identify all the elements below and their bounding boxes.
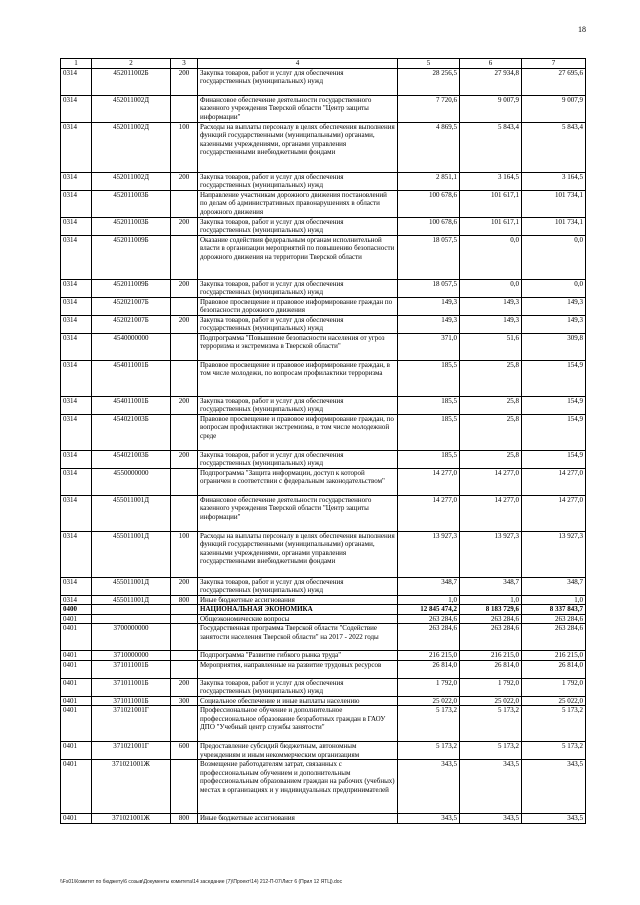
target-article-cell: 371011001Б [92, 660, 171, 678]
expense-type-cell [171, 651, 198, 661]
expense-type-cell: 300 [171, 696, 198, 706]
description-cell: Финансовое обеспечение деятельности государственного казенного учреждения Тверской области "Центр защиты информации" [198, 95, 398, 122]
amount-cell: 263 284,6 [398, 624, 460, 651]
target-article-cell: 4550000000 [92, 468, 171, 495]
amount-cell: 8 337 843,7 [522, 605, 586, 615]
target-article-cell: 371021001Ж [92, 814, 171, 824]
expense-type-cell: 800 [171, 595, 198, 605]
description-cell: Закупка товаров, работ и услуг для обеспечения государственных (муниципальных) нужд [198, 678, 398, 696]
header-cell: 6 [460, 59, 522, 69]
table-row [61, 495, 586, 531]
amount-cell: 25,8 [460, 360, 522, 396]
description-cell: Подпрограмма "Защита информации, доступ к которой ограничен в соответствии с федеральным законодательством" [198, 468, 398, 495]
description-cell: Закупка товаров, работ и услуг для обеспечения государственных (муниципальных) нужд [198, 315, 398, 333]
amount-cell: 5 173,2 [460, 742, 522, 760]
amount-cell: 348,7 [460, 577, 522, 595]
amount-cell: 149,3 [460, 297, 522, 315]
expense-type-cell [171, 614, 198, 624]
description-cell: Правовое просвещение и правовое информирование граждан, в том числе молодежи, по вопросам профилактики терроризма [198, 360, 398, 396]
expense-type-cell: 200 [171, 279, 198, 297]
amount-cell: 26 814,0 [398, 660, 460, 678]
description-cell: Правовое просвещение и правовое информирование граждан, по вопросам профилактики экстремизма, в том числе молодежной среде [198, 414, 398, 450]
description-cell: Подпрограмма "Развитие гибкого рынка труда" [198, 651, 398, 661]
description-cell: Закупка товаров, работ и услуг для обеспечения государственных (муниципальных) нужд [198, 396, 398, 414]
target-article-cell: 371011001Б [92, 696, 171, 706]
section-code-cell: 0401 [61, 742, 92, 760]
amount-cell: 101 734,1 [522, 190, 586, 217]
expense-type-cell: 200 [171, 577, 198, 595]
description-cell: Финансовое обеспечение деятельности государственного казенного учреждения Тверской области "Центр защиты информации" [198, 495, 398, 531]
table-row [61, 605, 586, 615]
amount-cell: 263 284,6 [522, 614, 586, 624]
expense-type-cell: 800 [171, 814, 198, 824]
expense-type-cell [171, 235, 198, 279]
amount-cell: 263 284,6 [460, 624, 522, 651]
target-article-cell: 455011001Д [92, 595, 171, 605]
description-cell: Закупка товаров, работ и услуг для обеспечения государственных (муниципальных) нужд [198, 279, 398, 297]
table-row [61, 760, 586, 814]
expense-type-cell [171, 95, 198, 122]
table-row [61, 414, 586, 450]
target-article-cell: 454021003Б [92, 414, 171, 450]
amount-cell: 0,0 [522, 235, 586, 279]
description-cell: Закупка товаров, работ и услуг для обеспечения государственных (муниципальных) нужд [198, 217, 398, 235]
expense-type-cell [171, 414, 198, 450]
amount-cell: 5 843,4 [522, 122, 586, 172]
section-code-cell: 0314 [61, 172, 92, 190]
amount-cell: 1 792,0 [460, 678, 522, 696]
amount-cell: 149,3 [522, 297, 586, 315]
section-code-cell: 0314 [61, 315, 92, 333]
section-code-cell: 0314 [61, 360, 92, 396]
table-row [61, 595, 586, 605]
table-row [61, 122, 586, 172]
section-code-cell: 0314 [61, 468, 92, 495]
description-cell: Расходы на выплаты персоналу в целях обеспечения выполнения функций государственными (муниципальными) органами, казенными учреждениями, органами управления государственными внебюджетными фондами [198, 531, 398, 577]
amount-cell: 154,9 [522, 450, 586, 468]
expense-type-cell [171, 660, 198, 678]
target-article-cell: 4540000000 [92, 333, 171, 360]
amount-cell: 14 277,0 [398, 468, 460, 495]
amount-cell: 5 173,2 [522, 742, 586, 760]
description-cell: Предоставление субсидий бюджетным, автономным учреждениям и иным некоммерческим организациям [198, 742, 398, 760]
section-code-cell: 0314 [61, 333, 92, 360]
target-article-cell: 3710000000 [92, 651, 171, 661]
amount-cell: 27 934,8 [460, 68, 522, 95]
amount-cell: 5 173,2 [398, 706, 460, 742]
header-cell: 2 [92, 59, 171, 69]
table-row [61, 172, 586, 190]
amount-cell: 5 173,2 [398, 742, 460, 760]
expense-type-cell [171, 333, 198, 360]
budget-table [60, 58, 586, 824]
header-cell: 7 [522, 59, 586, 69]
table-row [61, 333, 586, 360]
amount-cell: 101 617,1 [460, 190, 522, 217]
amount-cell: 13 927,3 [460, 531, 522, 577]
amount-cell: 216 215,0 [460, 651, 522, 661]
description-cell: Государственная программа Тверской области "Содействие занятости населения Тверской области" на 2017 - 2022 годы [198, 624, 398, 651]
table-row [61, 531, 586, 577]
target-article-cell: 452021007Б [92, 315, 171, 333]
section-code-cell: 0314 [61, 95, 92, 122]
section-code-cell: 0401 [61, 651, 92, 661]
expense-type-cell: 200 [171, 315, 198, 333]
table-row [61, 624, 586, 651]
amount-cell: 149,3 [398, 315, 460, 333]
amount-cell: 263 284,6 [398, 614, 460, 624]
amount-cell: 5 843,4 [460, 122, 522, 172]
table-row [61, 297, 586, 315]
section-code-cell: 0314 [61, 450, 92, 468]
expense-type-cell: 600 [171, 742, 198, 760]
expense-type-cell: 100 [171, 531, 198, 577]
table-row [61, 814, 586, 824]
section-code-cell: 0401 [61, 706, 92, 742]
table-header-row [61, 59, 586, 69]
table-row [61, 577, 586, 595]
target-article-cell: 371021001Г [92, 742, 171, 760]
amount-cell: 25 022,0 [398, 696, 460, 706]
target-article-cell: 455011001Д [92, 495, 171, 531]
table-row [61, 696, 586, 706]
table-row [61, 396, 586, 414]
target-article-cell: 452021007Б [92, 297, 171, 315]
description-cell: Закупка товаров, работ и услуг для обеспечения государственных (муниципальных) нужд [198, 577, 398, 595]
section-code-cell: 0314 [61, 595, 92, 605]
amount-cell: 25,8 [460, 414, 522, 450]
section-code-cell: 0401 [61, 660, 92, 678]
amount-cell: 1,0 [398, 595, 460, 605]
file-path-footer: \\Fs01\Комитет по бюджету\6 созыв\Документы комитета\14 заседание (7)\Проект\14) 212-П-07\Лист 6 (Прил 12 ЯТЦ).doc [60, 879, 343, 885]
target-article-cell: 455011001Д [92, 577, 171, 595]
amount-cell: 263 284,6 [460, 614, 522, 624]
description-cell: Социальное обеспечение и иные выплаты населению [198, 696, 398, 706]
expense-type-cell [171, 624, 198, 651]
amount-cell: 14 277,0 [460, 468, 522, 495]
target-article-cell: 3700000000 [92, 624, 171, 651]
page-number: 18 [578, 25, 586, 34]
amount-cell: 185,5 [398, 414, 460, 450]
description-cell: Расходы на выплаты персоналу в целях обеспечения выполнения функций государственными (муниципальными) органами, казенными учреждениями, органами управления государственными внебюджетными фондами [198, 122, 398, 172]
description-cell: Иные бюджетные ассигнования [198, 814, 398, 824]
section-code-cell: 0401 [61, 614, 92, 624]
amount-cell: 26 814,0 [522, 660, 586, 678]
amount-cell: 348,7 [522, 577, 586, 595]
amount-cell: 13 927,3 [398, 531, 460, 577]
amount-cell: 216 215,0 [522, 651, 586, 661]
description-cell: Мероприятия, направленные на развитие трудовых ресурсов [198, 660, 398, 678]
section-code-cell: 0314 [61, 122, 92, 172]
table-row [61, 68, 586, 95]
expense-type-cell [171, 468, 198, 495]
table-row [61, 279, 586, 297]
amount-cell: 348,7 [398, 577, 460, 595]
section-code-cell: 0314 [61, 279, 92, 297]
section-code-cell: 0400 [61, 605, 92, 615]
amount-cell: 8 183 729,6 [460, 605, 522, 615]
amount-cell: 0,0 [460, 235, 522, 279]
amount-cell: 2 851,1 [398, 172, 460, 190]
description-cell: Закупка товаров, работ и услуг для обеспечения государственных (муниципальных) нужд [198, 172, 398, 190]
description-cell: Профессиональное обучение и дополнительное профессиональное образование безработных граждан в ГАОУ ДПО "Учебный центр службы занятости" [198, 706, 398, 742]
amount-cell: 101 734,1 [522, 217, 586, 235]
expense-type-cell: 200 [171, 172, 198, 190]
section-code-cell: 0401 [61, 760, 92, 814]
amount-cell: 14 277,0 [398, 495, 460, 531]
amount-cell: 14 277,0 [460, 495, 522, 531]
amount-cell: 1,0 [522, 595, 586, 605]
target-article-cell [92, 614, 171, 624]
table-row [61, 468, 586, 495]
section-code-cell: 0314 [61, 235, 92, 279]
section-code-cell: 0314 [61, 577, 92, 595]
section-code-cell: 0401 [61, 814, 92, 824]
section-code-cell: 0314 [61, 531, 92, 577]
amount-cell: 3 164,5 [460, 172, 522, 190]
amount-cell: 309,8 [522, 333, 586, 360]
amount-cell: 343,5 [522, 760, 586, 814]
amount-cell: 185,5 [398, 396, 460, 414]
target-article-cell: 454021003Б [92, 450, 171, 468]
amount-cell: 343,5 [398, 760, 460, 814]
description-cell: Закупка товаров, работ и услуг для обеспечения государственных (муниципальных) нужд [198, 68, 398, 95]
target-article-cell: 454011001Б [92, 396, 171, 414]
amount-cell: 149,3 [460, 315, 522, 333]
expense-type-cell [171, 760, 198, 814]
amount-cell: 216 215,0 [398, 651, 460, 661]
amount-cell: 25,8 [460, 450, 522, 468]
expense-type-cell [171, 360, 198, 396]
amount-cell: 0,0 [522, 279, 586, 297]
amount-cell: 154,9 [522, 360, 586, 396]
target-article-cell [92, 605, 171, 615]
section-code-cell: 0314 [61, 495, 92, 531]
amount-cell: 343,5 [522, 814, 586, 824]
target-article-cell: 452011003Б [92, 217, 171, 235]
table-row [61, 678, 586, 696]
amount-cell: 27 695,6 [522, 68, 586, 95]
description-cell: Иные бюджетные ассигнования [198, 595, 398, 605]
section-code-cell: 0314 [61, 414, 92, 450]
amount-cell: 0,0 [460, 279, 522, 297]
amount-cell: 1,0 [460, 595, 522, 605]
description-cell: НАЦИОНАЛЬНАЯ ЭКОНОМИКА [198, 605, 398, 615]
amount-cell: 18 057,5 [398, 235, 460, 279]
expense-type-cell: 200 [171, 217, 198, 235]
section-code-cell: 0314 [61, 396, 92, 414]
amount-cell: 185,5 [398, 360, 460, 396]
header-cell: 5 [398, 59, 460, 69]
description-cell: Возмещение работодателям затрат, связанных с профессиональным обучением и дополнительным профессиональным образованием граждан на рабочих (учебных) местах в организациях и у индивидуальных предпринимателей [198, 760, 398, 814]
amount-cell: 343,5 [460, 814, 522, 824]
table-row [61, 95, 586, 122]
amount-cell: 25,8 [460, 396, 522, 414]
amount-cell: 5 173,2 [522, 706, 586, 742]
table-row [61, 315, 586, 333]
header-cell: 4 [198, 59, 398, 69]
header-cell: 1 [61, 59, 92, 69]
expense-type-cell: 200 [171, 68, 198, 95]
table-row [61, 217, 586, 235]
description-cell: Правовое просвещение и правовое информирование граждан по безопасности дорожного движения [198, 297, 398, 315]
description-cell: Общеэкономические вопросы [198, 614, 398, 624]
amount-cell: 12 845 474,2 [398, 605, 460, 615]
table-row [61, 660, 586, 678]
amount-cell: 263 284,6 [522, 624, 586, 651]
amount-cell: 18 057,5 [398, 279, 460, 297]
target-article-cell: 452011002Д [92, 172, 171, 190]
table-row [61, 360, 586, 396]
amount-cell: 1 792,0 [522, 678, 586, 696]
expense-type-cell: 200 [171, 450, 198, 468]
expense-type-cell [171, 706, 198, 742]
table-row [61, 651, 586, 661]
section-code-cell: 0314 [61, 68, 92, 95]
table-row [61, 190, 586, 217]
amount-cell: 101 617,1 [460, 217, 522, 235]
target-article-cell: 371021001Ж [92, 760, 171, 814]
amount-cell: 371,0 [398, 333, 460, 360]
target-article-cell: 452011009Б [92, 279, 171, 297]
target-article-cell: 452011003Б [92, 190, 171, 217]
amount-cell: 25 022,0 [460, 696, 522, 706]
header-cell: 3 [171, 59, 198, 69]
description-cell: Направление участникам дорожного движения постановлений по делам об административных правонарушениях в области дорожного движения [198, 190, 398, 217]
amount-cell: 13 927,3 [522, 531, 586, 577]
target-article-cell: 452011002Д [92, 122, 171, 172]
target-article-cell: 452011009Б [92, 235, 171, 279]
amount-cell: 14 277,0 [522, 468, 586, 495]
description-cell: Оказание содействия федеральным органам исполнительной власти в организации мероприятий по повышению безопасности дорожного движения на территории Тверской области [198, 235, 398, 279]
amount-cell: 149,3 [522, 315, 586, 333]
target-article-cell: 371011001Б [92, 678, 171, 696]
expense-type-cell: 100 [171, 122, 198, 172]
table-row [61, 706, 586, 742]
amount-cell: 154,9 [522, 414, 586, 450]
table-row [61, 450, 586, 468]
section-code-cell: 0314 [61, 190, 92, 217]
amount-cell: 9 007,9 [460, 95, 522, 122]
expense-type-cell [171, 190, 198, 217]
description-cell: Подпрограмма "Повышение безопасности населения от угроз терроризма и экстремизма в Тверской области" [198, 333, 398, 360]
amount-cell: 51,6 [460, 333, 522, 360]
expense-type-cell [171, 605, 198, 615]
amount-cell: 9 007,9 [522, 95, 586, 122]
expense-type-cell: 200 [171, 678, 198, 696]
section-code-cell: 0401 [61, 696, 92, 706]
amount-cell: 28 256,5 [398, 68, 460, 95]
table-row [61, 742, 586, 760]
section-code-cell: 0401 [61, 624, 92, 651]
amount-cell: 26 814,0 [460, 660, 522, 678]
amount-cell: 100 678,6 [398, 190, 460, 217]
section-code-cell: 0314 [61, 217, 92, 235]
description-cell: Закупка товаров, работ и услуг для обеспечения государственных (муниципальных) нужд [198, 450, 398, 468]
amount-cell: 100 678,6 [398, 217, 460, 235]
amount-cell: 7 720,6 [398, 95, 460, 122]
expense-type-cell: 200 [171, 396, 198, 414]
amount-cell: 149,3 [398, 297, 460, 315]
amount-cell: 3 164,5 [522, 172, 586, 190]
amount-cell: 343,5 [460, 760, 522, 814]
amount-cell: 14 277,0 [522, 495, 586, 531]
amount-cell: 4 869,5 [398, 122, 460, 172]
target-article-cell: 371021001Г [92, 706, 171, 742]
target-article-cell: 452011002Д [92, 95, 171, 122]
amount-cell: 5 173,2 [460, 706, 522, 742]
section-code-cell: 0401 [61, 678, 92, 696]
amount-cell: 343,5 [398, 814, 460, 824]
amount-cell: 1 792,0 [398, 678, 460, 696]
expense-type-cell [171, 297, 198, 315]
amount-cell: 185,5 [398, 450, 460, 468]
target-article-cell: 452011002Б [92, 68, 171, 95]
target-article-cell: 454011001Б [92, 360, 171, 396]
table-row [61, 235, 586, 279]
amount-cell: 154,9 [522, 396, 586, 414]
expense-type-cell [171, 495, 198, 531]
amount-cell: 25 022,0 [522, 696, 586, 706]
target-article-cell: 455011001Д [92, 531, 171, 577]
table-row [61, 614, 586, 624]
section-code-cell: 0314 [61, 297, 92, 315]
